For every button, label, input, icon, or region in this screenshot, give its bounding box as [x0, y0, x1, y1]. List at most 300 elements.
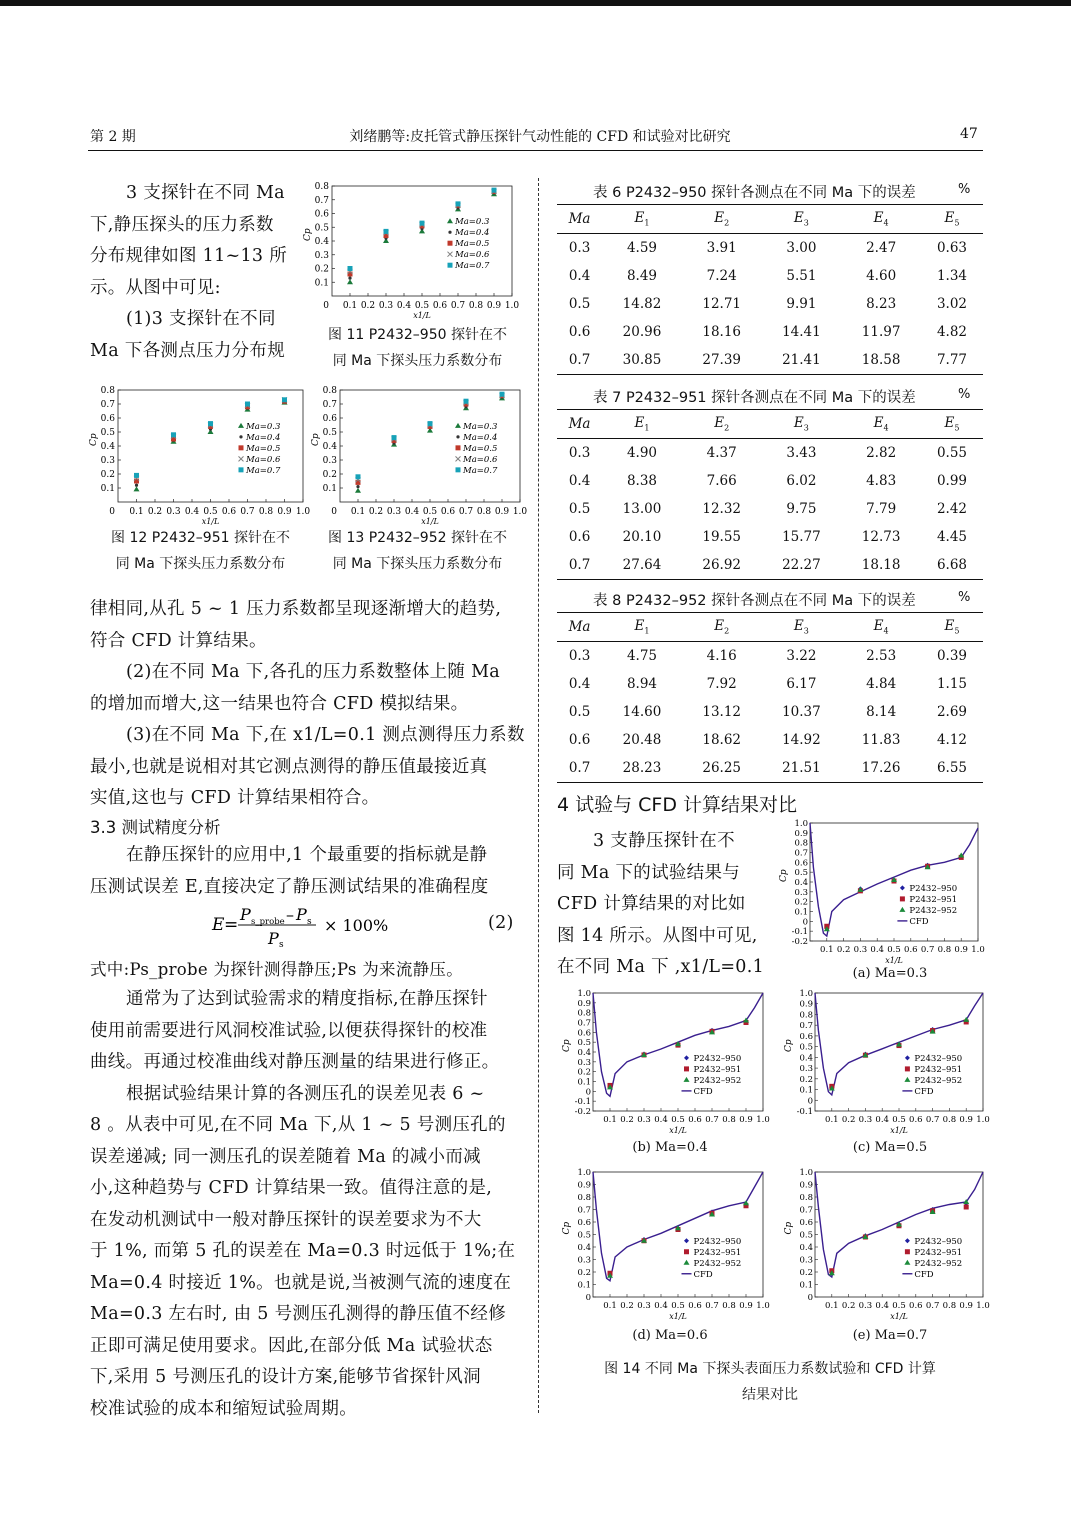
svg-text:P: P	[240, 905, 251, 924]
table-cell: 6.68	[921, 551, 983, 580]
table-header-cell: $E_4$	[841, 205, 921, 234]
x-axis-label: x1/L	[421, 517, 439, 526]
figure-14c-chart	[775, 985, 990, 1135]
figure-14e-chart	[775, 1160, 990, 1321]
x-tick-label: 0.2	[147, 507, 163, 517]
x-tick-label: 0.2	[620, 1301, 634, 1311]
x-tick-label: 0.3	[853, 945, 868, 955]
table-row	[557, 670, 983, 698]
section-4-title: 4 试验与 CFD 计算结果对比	[557, 794, 798, 816]
data-point	[392, 435, 397, 440]
data-point	[964, 1205, 969, 1210]
x-tick-label: 0.7	[705, 1301, 719, 1311]
table-row	[557, 262, 983, 290]
table-header-cell: $E_5$	[921, 205, 983, 234]
legend-marker	[448, 231, 451, 234]
body-line: 通常为了达到试验需求的精度指标,在静压探针	[126, 989, 488, 1009]
x-axis-label: x1/L	[669, 1312, 687, 1321]
body-line: Ma=0.3 左右时, 由 5 号测压孔测得的静压值不经修	[90, 1304, 506, 1324]
table-cell: 4.59	[626, 240, 657, 256]
x-axis-label: x1/L	[669, 1126, 687, 1135]
table-cell: 7.66	[706, 473, 737, 489]
table-row	[557, 754, 983, 783]
data-point	[356, 474, 361, 479]
y-tick-label: 0.4	[322, 442, 337, 452]
x-axis-label: x1/L	[885, 956, 903, 965]
x-tick-label: 0.4	[870, 945, 884, 955]
y-tick-label: 0.3	[794, 887, 808, 898]
y-tick-label: -0.1	[574, 1097, 591, 1108]
table-cell: 22.27	[762, 551, 842, 580]
x-tick-label: 0.6	[909, 1115, 923, 1125]
x-tick-label: 1.0	[971, 945, 985, 955]
body-line: 正即可满足使用要求。因此,在部分低 Ma 试验状态	[90, 1335, 493, 1356]
table-8-unit: %	[958, 590, 971, 605]
y-tick-label: 0.2	[577, 1067, 591, 1078]
legend-marker	[456, 456, 461, 461]
table-cell: 13.12	[702, 704, 742, 720]
x-tick-label: 0.2	[841, 1115, 856, 1125]
x-tick-label: 0.3	[858, 1301, 873, 1311]
table-header-cell: Ma	[557, 205, 602, 234]
table-header-cell: $E_3$	[762, 205, 842, 234]
x-tick-label: 0.5	[203, 507, 218, 517]
data-point	[500, 392, 505, 397]
table-cell: 13.00	[622, 501, 662, 517]
table-cell: 0.5	[568, 501, 591, 517]
y-tick-label: 0.3	[799, 1255, 813, 1266]
data-point	[245, 402, 250, 407]
x-tick-label: 0.3	[637, 1115, 651, 1125]
y-tick-label: 0.4	[799, 1243, 813, 1253]
legend-marker	[239, 435, 242, 438]
body-line: 校准试验的成本和缩短试验周期。	[90, 1398, 357, 1419]
table-cell: 3.00	[786, 240, 817, 256]
body-line: (2)在不同 Ma 下,各孔的压力系数整体上随 Ma	[126, 662, 501, 682]
data-point	[899, 907, 905, 912]
data-point	[684, 1066, 689, 1071]
table-cell: 6.02	[786, 473, 817, 489]
data-point	[684, 1249, 689, 1254]
subcaption-d: (d) Ma=0.6	[632, 1328, 708, 1343]
x-tick-label: 0.4	[654, 1115, 668, 1125]
data-point	[904, 1260, 910, 1265]
y-axis-label: Cp	[89, 433, 99, 446]
caption-line: 图 13 P2432–952 探针在不	[328, 530, 507, 546]
y-tick-label: -0.2	[574, 1107, 591, 1117]
y-tick-label: -0.2	[791, 937, 808, 947]
table-header-cell: $E_4$	[841, 410, 921, 439]
y-tick-label: 0.2	[799, 1074, 813, 1085]
x-tick-label: 0.9	[959, 1115, 973, 1125]
x-tick-label: 0.5	[414, 301, 430, 311]
section-4-text	[557, 826, 767, 984]
body-line: 图 14 所示。从图中可见,	[557, 925, 758, 946]
section-3-3-title: 3.3 测试精度分析	[90, 818, 221, 837]
x-tick-label: 0.9	[486, 301, 502, 311]
intro-line: (1)3 支探针在不同	[126, 309, 276, 329]
figure-14d-chart	[555, 1160, 770, 1321]
equation-2	[210, 902, 400, 948]
table-cell: 4.60	[866, 268, 897, 284]
table-cell: 12.32	[702, 501, 742, 517]
table-cell: 14.82	[622, 296, 662, 312]
table-cell: 4.84	[866, 676, 897, 692]
x-tick-label: 0.4	[404, 507, 420, 517]
x-tick-label: 1.0	[512, 507, 528, 517]
y-tick-label: 0.3	[322, 456, 337, 466]
y-tick-label: 0	[585, 1087, 591, 1098]
figure-12-chart	[88, 382, 313, 530]
table-cell: 27.39	[682, 346, 762, 375]
table-cell: 30.85	[602, 346, 682, 375]
x-tick-label: 0.9	[739, 1301, 753, 1311]
body-line: 实值,这也与 CFD 计算结果相符合。	[90, 788, 380, 808]
y-tick-label: 0.4	[100, 442, 115, 452]
table-6-caption: 表 6 P2432–950 探针各测点在不同 Ma 下的误差	[593, 185, 916, 201]
y-tick-label: 1.0	[577, 989, 591, 999]
data-point	[900, 896, 905, 901]
table-cell: 20.10	[622, 529, 662, 545]
y-tick-label: 0.2	[799, 1268, 813, 1278]
y-tick-label: 0.3	[577, 1057, 591, 1068]
table-header-cell: $E_5$	[921, 613, 983, 642]
body-line: 曲线。再通过校准曲线对静压测量的结果进行修正。	[90, 1052, 500, 1072]
table-cell: 0.55	[936, 445, 968, 461]
y-tick-label: 0.5	[794, 868, 808, 879]
table-cell: 19.55	[702, 529, 742, 545]
x-tick-label: 0.4	[875, 1301, 889, 1311]
x-tick-label: 0.1	[603, 1301, 617, 1311]
figure-14-caption	[557, 1356, 983, 1408]
y-tick-label: 0.2	[100, 470, 115, 480]
table-row	[557, 495, 983, 523]
subcaption-b: (b) Ma=0.4	[632, 1140, 708, 1155]
table-cell: 4.90	[626, 445, 657, 461]
table-row	[557, 551, 983, 580]
data-point	[456, 201, 461, 206]
y-tick-label: 0.8	[794, 838, 808, 849]
y-tick-label: 1.0	[799, 1168, 813, 1178]
table-cell: 1.15	[936, 676, 968, 692]
legend-label: P2432–952	[693, 1075, 742, 1086]
x-tick-label: 0.8	[722, 1301, 736, 1311]
y-tick-label: 0.3	[100, 456, 115, 466]
legend-label: CFD	[914, 1269, 934, 1280]
table-cell: 6.17	[786, 676, 817, 692]
data-point	[347, 279, 353, 284]
y-tick-label: 0.6	[577, 1218, 591, 1228]
table-row	[557, 467, 983, 495]
body-line: 小,这种趋势与 CFD 计算结果一致。值得注意的是,	[90, 1178, 493, 1198]
y-tick-label: 0.1	[799, 1085, 813, 1096]
y-tick-label: 0.4	[794, 878, 808, 888]
y-tick-label: 0.4	[314, 237, 329, 247]
table-cell: 12.71	[702, 296, 742, 312]
legend-label: Ma=0.3	[246, 421, 281, 432]
table-cell: 11.83	[861, 732, 901, 748]
body-line: 的增加而增大,这一结果也符合 CFD 模拟结果。	[90, 693, 469, 714]
table-cell: 14.41	[782, 324, 821, 340]
x-tick-label: 0	[109, 507, 115, 517]
body-line: 使用前需要进行风洞校准试验,以便获得探针的校准	[90, 1020, 488, 1041]
table-cell: 11.97	[861, 324, 901, 340]
y-axis-label: Cp	[784, 1039, 794, 1052]
table-cell: 2.82	[866, 445, 897, 461]
y-tick-label: 0.5	[577, 1038, 591, 1049]
legend-label: P2432–952	[909, 905, 958, 916]
table-cell: 0.3	[568, 240, 591, 256]
x-tick-label: 1.0	[504, 301, 520, 311]
y-tick-label: 0.5	[577, 1230, 591, 1241]
x-tick-label: 0.1	[825, 1301, 839, 1311]
column-separator	[538, 178, 539, 1413]
y-tick-label: 0.2	[577, 1268, 591, 1278]
table-header-cell: $E_3$	[762, 613, 842, 642]
body-line: 律相同,从孔 5 ~ 1 压力系数都呈现逐渐增大的趋势,	[90, 599, 502, 619]
legend-marker	[448, 252, 453, 257]
data-point	[384, 229, 389, 234]
intro-line: 示。从图中可见:	[90, 277, 221, 298]
table-cell: 4.12	[936, 732, 968, 748]
data-point	[282, 397, 287, 402]
table-cell: 2.42	[936, 501, 968, 517]
y-tick-label: 1.0	[577, 1168, 591, 1178]
x-tick-label: 0.9	[959, 1301, 973, 1311]
body-line: 8 。从表中可见,在不同 Ma 下,从 1 ~ 5 号测压孔的	[90, 1115, 506, 1135]
y-tick-label: 0.5	[322, 428, 337, 438]
legend-marker	[238, 423, 244, 428]
table-cell: 4.75	[626, 648, 657, 664]
table-cell: 0.3	[568, 648, 591, 664]
legend-label: Ma=0.6	[463, 454, 498, 465]
table-cell: 20.96	[622, 324, 662, 340]
x-tick-label: 0.8	[937, 945, 952, 955]
y-axis-label: Cp	[562, 1039, 572, 1052]
x-tick-label: 0.9	[954, 945, 968, 955]
body-line: 在静压探针的应用中,1 个最重要的指标就是静	[126, 845, 488, 865]
table-cell: 0.5	[568, 704, 591, 720]
equation-graphic	[210, 902, 400, 948]
x-tick-label: 0.7	[705, 1115, 719, 1125]
x-tick-label: 0.9	[494, 507, 510, 517]
figure-12-caption	[88, 525, 313, 577]
y-tick-label: -0.1	[791, 927, 808, 938]
y-axis-label: Cp	[303, 228, 313, 241]
svg-text:× 100%: × 100%	[324, 916, 389, 935]
y-axis-label: Cp	[779, 869, 789, 882]
body-line: 下,采用 5 号测压孔的设计方案,能够节省探针风洞	[90, 1367, 481, 1387]
plot-frame	[593, 1172, 763, 1297]
legend-label: Ma=0.5	[463, 443, 498, 454]
table-cell: 0.7	[557, 551, 602, 580]
data-point	[900, 885, 905, 890]
legend-label: CFD	[914, 1086, 934, 1097]
y-tick-label: 0.6	[799, 1031, 813, 1042]
legend-label: P2432–950	[693, 1053, 742, 1064]
svg-text:s_probe: s_probe	[251, 917, 285, 927]
x-tick-label: 0.3	[637, 1301, 651, 1311]
figure-14b-chart	[555, 985, 770, 1135]
data-point	[492, 188, 497, 193]
svg-text:E: E	[212, 915, 225, 935]
table-header-cell: $E_4$	[841, 613, 921, 642]
table-cell: 0.4	[568, 268, 591, 284]
data-point	[905, 1249, 910, 1254]
table-cell: 0.99	[936, 473, 968, 489]
legend-label: P2432–951	[693, 1064, 742, 1075]
table-cell: 0.7	[557, 754, 602, 783]
table-cell: 1.34	[936, 268, 968, 284]
figure-14a-chart	[770, 815, 985, 965]
legend-marker	[239, 467, 244, 472]
y-tick-label: 0	[802, 917, 808, 928]
x-tick-label: 0.1	[129, 507, 144, 517]
legend-label: P2432–951	[693, 1247, 742, 1258]
table-cell: 4.45	[936, 529, 968, 545]
x-tick-label: 0.1	[820, 945, 834, 955]
y-tick-label: 0.1	[100, 484, 115, 494]
legend-label: Ma=0.4	[463, 432, 498, 443]
legend-label: P2432–952	[914, 1258, 963, 1269]
table-7-caption: 表 7 P2432–951 探针各测点在不同 Ma 下的误差	[593, 390, 916, 406]
y-tick-label: 0.7	[100, 400, 115, 410]
y-tick-label: 0.2	[794, 897, 808, 908]
legend-label: CFD	[909, 916, 929, 927]
y-tick-label: 0.3	[577, 1255, 591, 1266]
y-tick-label: 0.1	[314, 278, 329, 289]
table-cell: 14.92	[782, 732, 821, 748]
legend-label: CFD	[693, 1086, 713, 1097]
table-cell: 0.6	[568, 529, 591, 545]
legend-label: Ma=0.3	[463, 421, 498, 432]
y-tick-label: 0.9	[577, 998, 591, 1009]
table-cell: 3.02	[936, 296, 968, 312]
caption-line: 图 11 P2432–950 探针在不	[328, 327, 507, 343]
table-header-cell: Ma	[557, 410, 602, 439]
x-tick-label: 0.8	[476, 507, 492, 517]
data-point	[905, 1238, 910, 1243]
table-cell: 4.82	[936, 324, 968, 340]
y-tick-label: 0.5	[799, 1042, 813, 1053]
caption-line: 图 14 不同 Ma 下探头表面压力系数试验和 CFD 计算	[604, 1361, 936, 1377]
y-tick-label: 0.1	[794, 907, 808, 918]
y-axis-label: Cp	[784, 1221, 794, 1235]
legend-marker	[456, 467, 461, 472]
x-tick-label: 0.6	[688, 1301, 702, 1311]
table-cell: 7.77	[921, 346, 983, 375]
subcaption-e: (e) Ma=0.7	[852, 1328, 928, 1343]
data-point	[905, 1066, 910, 1071]
y-tick-label: 0.7	[799, 1021, 813, 1032]
x-tick-label: 0.8	[942, 1301, 957, 1311]
body-line: 于 1%, 而第 5 孔的误差在 Ma=0.3 时远低于 1%;在	[90, 1241, 516, 1261]
caption-line: 同 Ma 下探头压力系数分布	[332, 556, 503, 572]
x-tick-label: 0.7	[920, 945, 935, 955]
body-paragraphs-2	[90, 840, 530, 903]
table-row	[557, 234, 983, 263]
table-cell: 4.16	[706, 648, 737, 664]
legend-marker	[239, 456, 244, 461]
legend-label: P2432–950	[909, 883, 958, 894]
y-tick-label: 0	[807, 1293, 813, 1303]
legend-label: P2432–952	[914, 1075, 963, 1086]
x-tick-label: 0.5	[671, 1301, 685, 1311]
y-tick-label: 0.6	[322, 414, 337, 424]
legend-label: Ma=0.7	[455, 261, 490, 272]
table-7	[557, 409, 983, 580]
body-paragraphs-1	[90, 594, 530, 815]
table-cell: 18.18	[841, 551, 921, 580]
table-cell: 14.60	[622, 704, 662, 720]
table-cell: 18.16	[702, 324, 742, 340]
legend-label: Ma=0.5	[455, 239, 490, 250]
intro-paragraph	[90, 178, 305, 367]
figure-11-chart	[300, 178, 530, 328]
body-line: (3)在不同 Ma 下,在 x1/L=0.1 测点测得压力系数	[126, 725, 525, 745]
x-tick-label: 0.2	[360, 301, 376, 311]
y-tick-label: 0.9	[577, 1180, 591, 1191]
legend-label: Ma=0.5	[246, 443, 281, 454]
y-axis-label: Cp	[562, 1221, 572, 1235]
legend-label: Ma=0.3	[455, 217, 490, 228]
table-cell: 0.4	[568, 473, 591, 489]
subcaption-a: (a) Ma=0.3	[852, 966, 928, 981]
legend-marker	[239, 445, 244, 450]
table-row	[557, 698, 983, 726]
table-cell: 7.24	[706, 268, 737, 284]
table-cell: 26.25	[682, 754, 762, 783]
y-tick-label: 0.7	[314, 195, 329, 206]
y-tick-label: 0.1	[799, 1280, 813, 1291]
x-tick-label: 0.2	[368, 507, 384, 517]
x-tick-label: 0.2	[620, 1115, 634, 1125]
x-tick-label: 0.3	[858, 1115, 873, 1125]
table-cell: 26.92	[682, 551, 762, 580]
y-tick-label: 0.2	[314, 264, 329, 275]
x-tick-label: 0.3	[378, 301, 394, 311]
legend-label: Ma=0.7	[463, 465, 498, 476]
x-tick-label: 1.0	[976, 1301, 990, 1311]
table-cell: 12.73	[861, 529, 901, 545]
table-cell: 8.38	[626, 473, 657, 489]
table-header-cell: $E_2$	[682, 205, 762, 234]
x-tick-label: 0.4	[654, 1301, 668, 1311]
x-tick-label: 0.7	[240, 507, 255, 517]
x-tick-label: 0.2	[836, 945, 851, 955]
body-line: 根据试验结果计算的各测压孔的误差见表 6 ~	[126, 1083, 485, 1104]
x-tick-label: 0.1	[603, 1115, 617, 1125]
data-point	[684, 1077, 690, 1082]
intro-line: Ma 下各测点压力分布规	[90, 340, 286, 361]
table-cell: 4.37	[706, 445, 737, 461]
x-tick-label: 0.7	[925, 1115, 940, 1125]
legend-label: P2432–950	[693, 1236, 742, 1247]
figure-11-caption	[305, 322, 530, 374]
table-row	[557, 523, 983, 551]
data-point	[684, 1055, 689, 1060]
plot-frame	[815, 993, 983, 1111]
table-cell: 0.3	[568, 445, 591, 461]
x-tick-label: 0.6	[440, 507, 456, 517]
table-8-caption: 表 8 P2432–952 探针各测点在不同 Ma 下的误差	[593, 593, 916, 609]
table-cell: 2.53	[866, 648, 897, 664]
y-tick-label: 0.9	[799, 1180, 813, 1191]
body-line: 最小,也就是说相对其它测点测得的静压值最接近真	[90, 756, 488, 777]
y-tick-label: 0.6	[799, 1218, 813, 1228]
body-line: 同 Ma 下的试验结果与	[557, 862, 741, 883]
x-tick-label: 1.0	[756, 1301, 770, 1311]
